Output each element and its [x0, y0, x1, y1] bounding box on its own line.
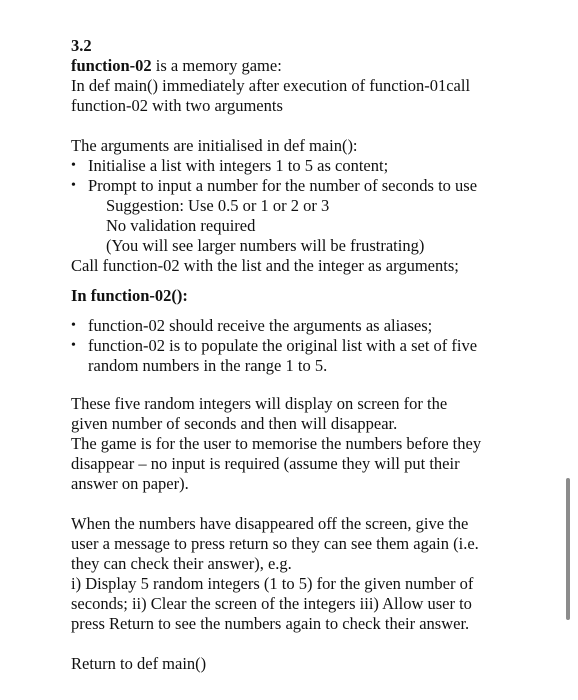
paragraph-line: disappear – no input is required (assume they will put their — [71, 454, 460, 473]
bullet-icon: • — [71, 158, 76, 173]
list-item-text: function-02 should receive the arguments as aliases; — [88, 316, 433, 335]
vertical-scrollbar[interactable] — [566, 478, 570, 620]
paragraph-line: These five random integers will display on screen for the — [71, 394, 448, 413]
paragraph-line: they can check their answer), e.g. — [71, 554, 292, 573]
list-item-text: Prompt to input a number for the number of seconds to use — [88, 176, 478, 195]
intro-title — [71, 56, 521, 76]
paragraph-line: press Return to see the numbers again to check their answer. — [71, 614, 470, 633]
intro-line-3: function-02 with two arguments — [71, 96, 283, 115]
list-item-continuation — [71, 356, 521, 376]
paragraph-line: user a message to press return so they can see them again (i.e. — [71, 534, 479, 553]
validation-note: No validation required — [106, 216, 256, 235]
list-item-text: function-02 is to populate the original list with a set of five — [88, 336, 478, 355]
paragraph-line: When the numbers have disappeared off the screen, give the — [71, 514, 469, 533]
intro-title-rest: is a memory game: — [151, 56, 282, 75]
paragraph-line: given number of seconds and then will disappear. — [71, 414, 398, 433]
return-line: Return to def main() — [71, 654, 207, 673]
list-item — [71, 156, 521, 176]
section-number: 3.2 — [71, 36, 92, 55]
list-item — [71, 316, 521, 336]
paragraph-display — [71, 394, 521, 494]
bullet-icon: • — [71, 318, 76, 333]
list-item — [71, 336, 521, 356]
call-line: Call function-02 with the list and the integer as arguments; — [71, 256, 459, 275]
function-name: function-02 — [71, 56, 152, 75]
paragraph-line: The game is for the user to memorise the numbers before they — [71, 434, 482, 453]
paragraph-instructions — [71, 514, 521, 634]
bullet-icon: • — [71, 178, 76, 193]
list-item-text: Initialise a list with integers 1 to 5 as content; — [88, 156, 389, 175]
suggestion-line: Suggestion: Use 0.5 or 1 or 2 or 3 — [106, 196, 330, 215]
paragraph-line: seconds; ii) Clear the screen of the integers iii) Allow user to — [71, 594, 472, 613]
paragraph-line: answer on paper). — [71, 474, 189, 493]
function02-heading: In function-02(): — [71, 286, 188, 305]
arguments-heading: The arguments are initialised in def main(): — [71, 136, 358, 155]
intro-line-2: In def main() immediately after execution of function-01call — [71, 76, 471, 95]
paragraph-line: i) Display 5 random integers (1 to 5) for the given number of — [71, 574, 474, 593]
list-item — [71, 176, 521, 196]
bullet-icon: • — [71, 338, 76, 353]
frustration-note: (You will see larger numbers will be frustrating) — [106, 236, 425, 255]
list-item-text: random numbers in the range 1 to 5. — [88, 356, 328, 375]
document-body — [71, 36, 521, 674]
